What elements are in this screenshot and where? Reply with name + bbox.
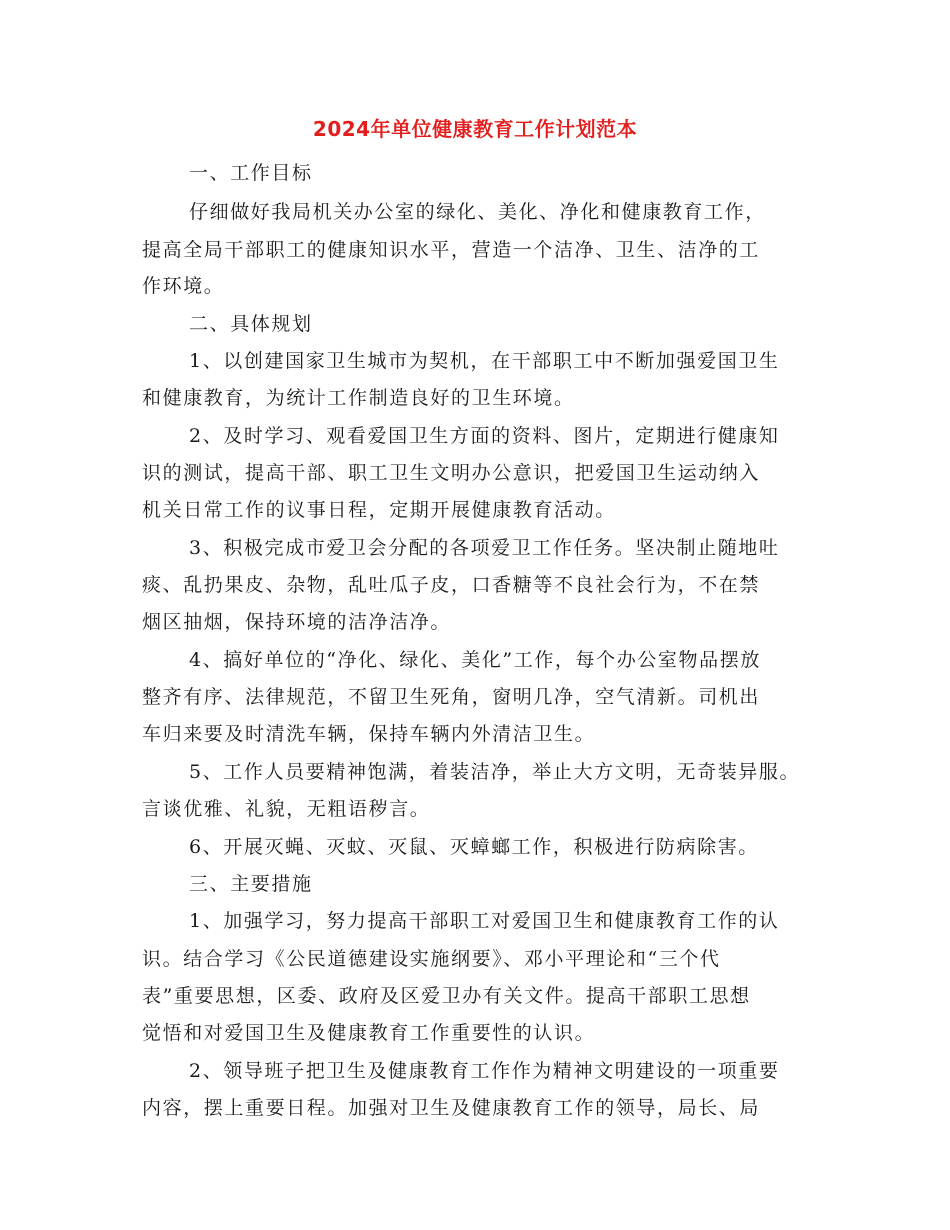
paragraph-line: 觉悟和对爱国卫生及健康教育工作重要性的认识。 xyxy=(142,1022,596,1044)
section-heading: 二、具体规划 xyxy=(189,313,313,335)
paragraph-line: 整齐有序、法律规范，不留卫生死角，窗明几净，空气清新。司机出 xyxy=(142,686,761,708)
paragraph-line: 5、工作人员要精神饱满，着装洁净，举止大方文明，无奇装异服。 xyxy=(189,761,801,783)
section-heading: 三、主要措施 xyxy=(189,873,313,895)
paragraph-line: 识。结合学习《公民道德建设实施纲要》、邓小平理论和“三个代 xyxy=(142,948,721,970)
paragraph-line: 言谈优雅、礼貌，无粗语秽言。 xyxy=(142,798,431,820)
document-title: 2024年单位健康教育工作计划范本 xyxy=(312,117,638,141)
paragraph-line: 机关日常工作的议事日程，定期开展健康教育活动。 xyxy=(142,499,616,521)
paragraph-line: 仔细做好我局机关办公室的绿化、美化、净化和健康教育工作， xyxy=(189,201,766,223)
paragraph-line: 3、积极完成市爱卫会分配的各项爱卫工作任务。坚决制止随地吐 xyxy=(189,537,780,559)
paragraph-line: 1、加强学习，努力提高干部职工对爱国卫生和健康教育工作的认 xyxy=(189,910,780,932)
section-heading: 一、工作目标 xyxy=(189,162,313,184)
paragraph-line: 提高全局干部职工的健康知识水平，营造一个洁净、卫生、洁净的工 xyxy=(142,239,761,261)
paragraph-line: 识的测试，提高干部、职工卫生文明办公意识，把爱国卫生运动纳入 xyxy=(142,462,761,484)
paragraph-line: 表”重要思想，区委、政府及区爱卫办有关文件。提高干部职工思想 xyxy=(142,985,751,1007)
paragraph-line: 作环境。 xyxy=(142,275,225,297)
paragraph-line: 1、以创建国家卫生城市为契机，在干部职工中不断加强爱国卫生 xyxy=(189,350,780,372)
paragraph-line: 2、领导班子把卫生及健康教育工作作为精神文明建设的一项重要 xyxy=(189,1060,780,1082)
paragraph-line: 痰、乱扔果皮、杂物，乱吐瓜子皮，口香糖等不良社会行为，不在禁 xyxy=(142,574,761,596)
paragraph-line: 内容，摆上重要日程。加强对卫生及健康教育工作的领导，局长、局 xyxy=(142,1097,761,1119)
paragraph-line: 6、开展灭蝇、灭蚊、灭鼠、灭蟑螂工作，积极进行防病除害。 xyxy=(189,836,759,858)
paragraph-line: 2、及时学习、观看爱国卫生方面的资料、图片，定期进行健康知 xyxy=(189,425,780,447)
paragraph-line: 车归来要及时清洗车辆，保持车辆内外清洁卫生。 xyxy=(142,723,596,745)
paragraph-line: 和健康教育，为统计工作制造良好的卫生环境。 xyxy=(142,387,575,409)
paragraph-line: 4、搞好单位的“净化、绿化、美化”工作，每个办公室物品摆放 xyxy=(189,649,761,671)
paragraph-line: 烟区抽烟，保持环境的洁净洁净。 xyxy=(142,611,452,633)
